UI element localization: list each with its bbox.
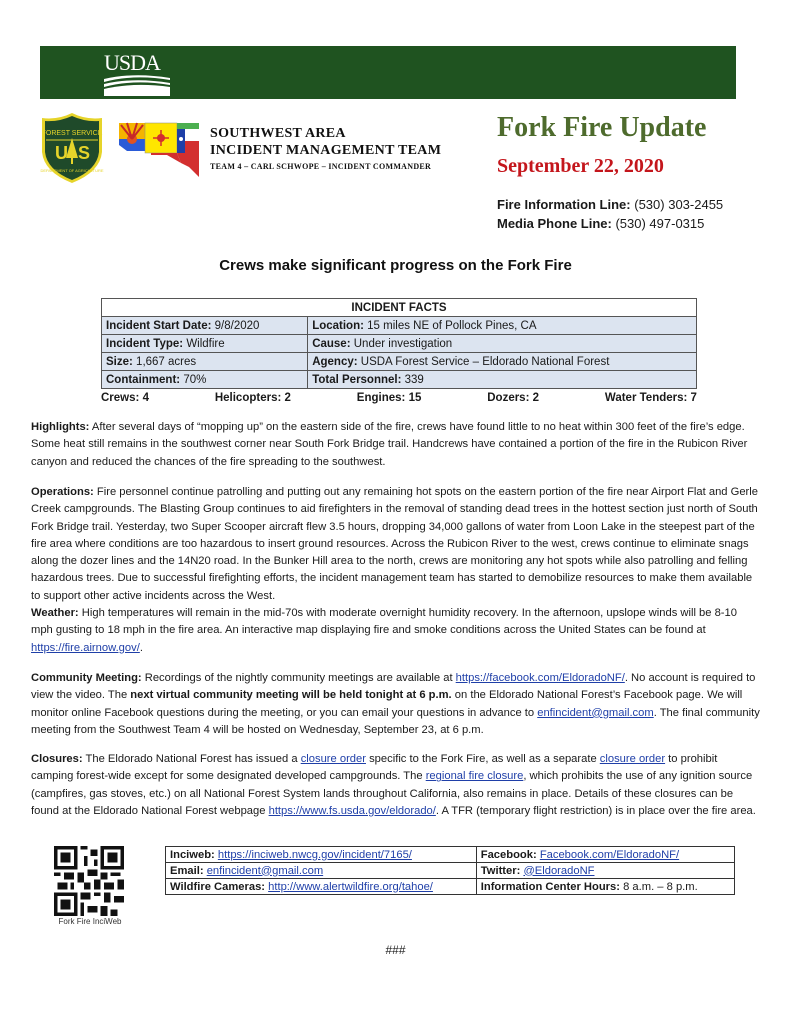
fact-location: Location: 15 miles NE of Pollock Pines, CA xyxy=(308,317,697,335)
table-row xyxy=(102,335,697,353)
contact-email: Email: enfincident@gmail.com xyxy=(166,863,477,879)
fact-start-date: Incident Start Date: 9/8/2020 xyxy=(102,317,308,335)
table-row xyxy=(166,863,735,879)
facebook-link[interactable]: https://facebook.com/EldoradoNF/ xyxy=(455,672,625,684)
resource-helicopters: Helicopters: 2 xyxy=(214,392,291,404)
forest-service-shield-icon xyxy=(40,112,104,184)
usda-logo-text: USDA xyxy=(104,50,160,75)
team-name: INCIDENT MANAGEMENT TEAM xyxy=(210,143,442,158)
wildfire-cameras-link[interactable]: http://www.alertwildfire.org/tahoe/ xyxy=(268,880,433,893)
contact-inciweb: Inciweb: https://inciweb.nwcg.gov/incident/7165/ xyxy=(166,847,477,863)
regional-fire-closure-link[interactable]: regional fire closure xyxy=(425,770,524,783)
headline: Crews make significant progress on the Fork Fire xyxy=(219,257,572,274)
team-area-name: SOUTHWEST AREA xyxy=(210,126,346,141)
inciweb-link[interactable]: https://inciweb.nwcg.gov/incident/7165/ xyxy=(217,848,412,861)
phone-lines xyxy=(497,195,723,233)
contact-info-hours: Information Center Hours: 8 a.m. – 8 p.m. xyxy=(476,879,734,895)
table-row xyxy=(102,317,697,335)
resource-water-tenders: Water Tenders: 7 xyxy=(604,392,697,404)
contact-facebook: Facebook: Facebook.com/EldoradoNF/ xyxy=(476,847,734,863)
fire-info-line: Fire Information Line: (530) 303-2455 xyxy=(497,197,724,212)
fact-type: Incident Type: Wildfire xyxy=(102,335,308,353)
contact-twitter: Twitter: @EldoradoNF xyxy=(476,863,734,879)
resource-dozers: Dozers: 2 xyxy=(487,392,540,404)
table-row xyxy=(102,353,697,371)
southwest-states-map-icon xyxy=(117,119,201,179)
incident-team-block xyxy=(210,125,441,173)
usda-logo-icon xyxy=(104,52,172,94)
qr-caption: Fork Fire InciWeb xyxy=(58,917,122,926)
end-mark: ### xyxy=(385,943,406,957)
media-phone-line: Media Phone Line: (530) 497-0315 xyxy=(497,216,705,231)
airnow-link[interactable]: https://fire.airnow.gov/ xyxy=(31,641,140,654)
closures-section: Closures: The Eldorado National Forest has issued a closure order specific to the Fork Fire, as well as a separate closure order to prohibit camping forest-wide except for some designated developed campgrounds. The regional fire closure, which prohibits the use of any ignition source (campfires, gas stoves, etc.) on all National Forest System lands throughout California, also remains in place. Details of these closures can be found at the Eldorado National Forest webpage https://www.fs.usda.gov/eldorado/. A TFR (temporary flight restriction) is in place over the fire area. xyxy=(31,753,756,817)
svg-text:DEPARTMENT OF AGRICULTURE: DEPARTMENT OF AGRICULTURE xyxy=(40,168,104,173)
highlights-section: Highlights: After several days of “mopping up” on the eastern side of the fire, crews have found little to no heat within 300 feet of the fire’s edge. Some heat still remains in the southwest corner near South Fork Bridge trail. Handcrews have contained a portion of the fire in the Rubicon River canyon and reduced the chances of the fire spreading to the southwest. xyxy=(31,421,748,468)
page-title: Fork Fire Update xyxy=(497,112,707,143)
team-commander: TEAM 4 – CARL SCHWOPE – INCIDENT COMMANDER xyxy=(210,162,432,171)
fact-cause: Cause: Under investigation xyxy=(308,335,697,353)
table-row xyxy=(166,879,735,895)
fact-personnel: Total Personnel: 339 xyxy=(308,371,697,389)
eldorado-webpage-link[interactable]: https://www.fs.usda.gov/eldorado/ xyxy=(268,804,436,817)
svg-text:FOREST SERVICE: FOREST SERVICE xyxy=(41,130,103,137)
contact-email-link[interactable]: enfincident@gmail.com xyxy=(206,864,324,877)
fact-agency: Agency: USDA Forest Service – Eldorado National Forest xyxy=(308,353,697,371)
update-date: September 22, 2020 xyxy=(497,155,664,177)
svg-text:S: S xyxy=(78,143,91,163)
weather-section: Weather: High temperatures will remain in the mid-70s with moderate overnight humidity recovery. In the afternoon, upslope winds will be 8-10 mph gusting to 18 mph in the fire area. An interactive map displaying fire and smoke conditions across the United States can be found at https://fire.airnow.gov/. xyxy=(31,607,737,654)
resource-engines: Engines: 15 xyxy=(356,392,422,404)
operations-section: Operations: Fire personnel continue patrolling and putting out any remaining hot spots on the eastern portion of the fire near Airport Flat and Gerle Creek campgrounds. The Blasting Group continues to aid firefighters in the removal of standing dead trees in the hottest section just north of South Fork Bridge trail. Yesterday, two Super Scooper aircraft flew 3.5 hours, dropping 34,000 gallons of water from Loon Lake in the steepest part of the fire area where conditions are too hazardous to insert ground resources. Across the Rubicon River to the west, crews continue to eliminate snags along the dozer lines and the 14N20 road. In the Bunker Hill area to the north, crews are monitoring any hot spots while also patrolling and felling hazardous trees. Due to successful firefighting efforts, the incident management team has started to demobilize resources to make them available to support other active incidents across the West. xyxy=(31,486,758,602)
contact-wildfire-cameras: Wildfire Cameras: http://www.alertwildfire.org/tahoe/ xyxy=(166,879,477,895)
svg-text:U: U xyxy=(55,143,68,163)
usda-logo-mark xyxy=(104,74,172,96)
fact-containment: Containment: 70% xyxy=(102,371,308,389)
closure-order-link[interactable]: closure order xyxy=(300,753,366,765)
email-link[interactable]: enfincident@gmail.com xyxy=(537,706,654,719)
twitter-link[interactable]: @EldoradoNF xyxy=(523,864,595,877)
resource-crews: Crews: 4 xyxy=(101,392,149,404)
table-row xyxy=(166,847,735,863)
contacts-table xyxy=(165,846,735,895)
incident-facts-table xyxy=(101,298,697,389)
facebook-page-link[interactable]: Facebook.com/EldoradoNF/ xyxy=(539,848,680,861)
qr-code-icon[interactable] xyxy=(54,846,124,916)
community-meeting-section: Community Meeting: Recordings of the nightly community meetings are available at https://facebook.com/EldoradoNF/. No account is required to view the video. The next virtual community meeting will be held tonight at 6 p.m. on the Eldorado National Forest’s Facebook page. We will monitor online Facebook questions during the meeting, or you can email your questions in advance to enfincident@gmail.com. The final community meeting from the Southwest Team 4 will be hosted on Wednesday, September 23, at 6 p.m. xyxy=(31,672,760,736)
fact-size: Size: 1,667 acres xyxy=(102,353,308,371)
table-row xyxy=(102,371,697,389)
closure-order-link-2[interactable]: closure order xyxy=(599,753,666,765)
incident-facts-title: INCIDENT FACTS xyxy=(102,299,697,317)
resources-row xyxy=(101,392,697,404)
